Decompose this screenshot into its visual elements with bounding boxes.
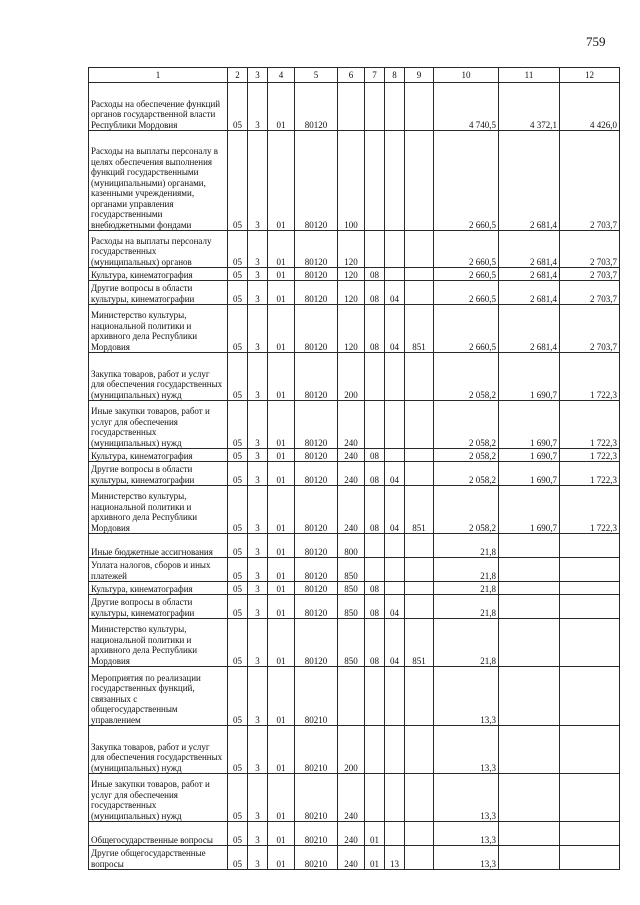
- header-col-2021: 11: [499, 68, 560, 83]
- cell-col-pr: 13: [385, 846, 405, 870]
- header-col-pr: 8: [385, 68, 405, 83]
- cell-col-2021: [499, 667, 560, 726]
- table-row: [89, 83, 620, 131]
- cell-col-om: 01: [268, 305, 295, 353]
- cell-col-vr: 240: [338, 401, 365, 449]
- cell-col-om: 01: [268, 595, 295, 619]
- cell-col-2021: 4 372,1: [499, 83, 560, 131]
- cell-col-2022: [560, 774, 620, 822]
- cell-col-2020: 21,8: [434, 619, 499, 667]
- cell-col-pgp: 3: [248, 822, 268, 846]
- cell-col-2020: 21,8: [434, 582, 499, 595]
- cell-col-name: Общегосударственные вопросы: [89, 822, 228, 846]
- header-col-rz: 7: [365, 68, 385, 83]
- cell-col-2022: [560, 534, 620, 558]
- cell-col-ne: 80120: [295, 268, 338, 281]
- table-row: [89, 774, 620, 822]
- cell-col-ne: 80210: [295, 774, 338, 822]
- cell-col-2021: 2 681,4: [499, 268, 560, 281]
- cell-col-om: 01: [268, 582, 295, 595]
- cell-col-pgp: 3: [248, 726, 268, 774]
- cell-col-pr: [385, 774, 405, 822]
- cell-col-2022: [560, 582, 620, 595]
- cell-col-om: 01: [268, 401, 295, 449]
- cell-col-pr: [385, 449, 405, 462]
- cell-col-pr: [385, 268, 405, 281]
- cell-col-vr: [338, 83, 365, 131]
- cell-col-vr: 200: [338, 353, 365, 401]
- cell-col-gp: 05: [228, 595, 248, 619]
- cell-col-gp: 05: [228, 131, 248, 231]
- cell-col-2021: [499, 726, 560, 774]
- cell-col-2020: 2 660,5: [434, 131, 499, 231]
- cell-col-rz: 08: [365, 582, 385, 595]
- cell-col-2020: 2 660,5: [434, 268, 499, 281]
- cell-col-rz: [365, 353, 385, 401]
- cell-col-2021: 1 690,7: [499, 462, 560, 486]
- cell-col-2021: [499, 595, 560, 619]
- cell-col-2022: 2 703,7: [560, 305, 620, 353]
- cell-col-gp: 05: [228, 726, 248, 774]
- cell-col-2021: 1 690,7: [499, 401, 560, 449]
- cell-col-vr: 240: [338, 486, 365, 534]
- table-row: [89, 667, 620, 726]
- cell-col-2020: 2 058,2: [434, 449, 499, 462]
- cell-col-name: Расходы на выплаты персоналу в целях обеспечения выполнения функций государственными (муниципальными) органами, казенными учреждениями, органами управления государственными внебюджетными фондами: [89, 131, 228, 231]
- cell-col-name: Министерство культуры, национальной политики и архивного дела Республики Мордовия: [89, 305, 228, 353]
- cell-col-2021: [499, 846, 560, 870]
- cell-col-vr: 850: [338, 582, 365, 595]
- cell-col-grbs: [405, 846, 434, 870]
- cell-col-gp: 05: [228, 534, 248, 558]
- cell-col-2020: 2 058,2: [434, 486, 499, 534]
- cell-col-grbs: [405, 462, 434, 486]
- cell-col-2021: 2 681,4: [499, 131, 560, 231]
- cell-col-2022: 1 722,3: [560, 353, 620, 401]
- cell-col-grbs: [405, 231, 434, 268]
- table-row: [89, 619, 620, 667]
- cell-col-ne: 80210: [295, 667, 338, 726]
- header-col-vr: 6: [338, 68, 365, 83]
- cell-col-vr: 240: [338, 462, 365, 486]
- cell-col-pgp: 3: [248, 462, 268, 486]
- table-row: [89, 846, 620, 870]
- cell-col-vr: 120: [338, 231, 365, 268]
- cell-col-2020: 4 740,5: [434, 83, 499, 131]
- cell-col-2020: 21,8: [434, 534, 499, 558]
- cell-col-gp: 05: [228, 401, 248, 449]
- cell-col-rz: [365, 558, 385, 582]
- cell-col-ne: 80120: [295, 462, 338, 486]
- cell-col-gp: 05: [228, 231, 248, 268]
- cell-col-pgp: 3: [248, 667, 268, 726]
- cell-col-pr: [385, 401, 405, 449]
- table-body: [89, 68, 620, 870]
- cell-col-om: 01: [268, 353, 295, 401]
- cell-col-pgp: 3: [248, 353, 268, 401]
- cell-col-grbs: [405, 595, 434, 619]
- cell-col-2022: [560, 619, 620, 667]
- cell-col-om: 01: [268, 726, 295, 774]
- cell-col-rz: 08: [365, 305, 385, 353]
- cell-col-pr: [385, 231, 405, 268]
- cell-col-2022: 2 703,7: [560, 281, 620, 305]
- cell-col-gp: 05: [228, 486, 248, 534]
- cell-col-om: 01: [268, 83, 295, 131]
- cell-col-grbs: [405, 558, 434, 582]
- cell-col-grbs: [405, 281, 434, 305]
- cell-col-pr: [385, 822, 405, 846]
- cell-col-om: 01: [268, 619, 295, 667]
- cell-col-pr: 04: [385, 486, 405, 534]
- cell-col-grbs: [405, 131, 434, 231]
- cell-col-om: 01: [268, 822, 295, 846]
- cell-col-2022: [560, 822, 620, 846]
- cell-col-gp: 05: [228, 281, 248, 305]
- cell-col-gp: 05: [228, 462, 248, 486]
- table-row: [89, 822, 620, 846]
- cell-col-rz: 08: [365, 268, 385, 281]
- cell-col-pr: [385, 667, 405, 726]
- cell-col-2020: 2 058,2: [434, 462, 499, 486]
- cell-col-grbs: [405, 83, 434, 131]
- cell-col-2020: 21,8: [434, 558, 499, 582]
- cell-col-ne: 80120: [295, 131, 338, 231]
- cell-col-2020: 2 660,5: [434, 231, 499, 268]
- header-col-grbs: 9: [405, 68, 434, 83]
- cell-col-name: Культура, кинематография: [89, 268, 228, 281]
- cell-col-2020: 2 058,2: [434, 401, 499, 449]
- cell-col-vr: 850: [338, 595, 365, 619]
- cell-col-rz: 08: [365, 595, 385, 619]
- cell-col-grbs: [405, 449, 434, 462]
- cell-col-2020: 13,3: [434, 726, 499, 774]
- cell-col-2020: 2 660,5: [434, 305, 499, 353]
- cell-col-grbs: [405, 726, 434, 774]
- cell-col-grbs: [405, 774, 434, 822]
- cell-col-2022: [560, 595, 620, 619]
- cell-col-pr: 04: [385, 619, 405, 667]
- cell-col-ne: 80120: [295, 83, 338, 131]
- cell-col-rz: 08: [365, 281, 385, 305]
- cell-col-2020: 13,3: [434, 822, 499, 846]
- cell-col-grbs: [405, 667, 434, 726]
- cell-col-ne: 80120: [295, 231, 338, 268]
- cell-col-pr: 04: [385, 305, 405, 353]
- cell-col-rz: [365, 401, 385, 449]
- cell-col-vr: 850: [338, 619, 365, 667]
- cell-col-2021: 1 690,7: [499, 486, 560, 534]
- header-col-2020: 10: [434, 68, 499, 83]
- cell-col-om: 01: [268, 281, 295, 305]
- cell-col-ne: 80120: [295, 281, 338, 305]
- cell-col-grbs: 851: [405, 486, 434, 534]
- cell-col-2020: 13,3: [434, 667, 499, 726]
- cell-col-om: 01: [268, 534, 295, 558]
- table-row: [89, 726, 620, 774]
- cell-col-ne: 80120: [295, 582, 338, 595]
- cell-col-gp: 05: [228, 449, 248, 462]
- cell-col-gp: 05: [228, 582, 248, 595]
- cell-col-gp: 05: [228, 558, 248, 582]
- cell-col-2022: 4 426,0: [560, 83, 620, 131]
- table-row: [89, 305, 620, 353]
- cell-col-name: Другие вопросы в области культуры, кинематографии: [89, 595, 228, 619]
- cell-col-om: 01: [268, 462, 295, 486]
- cell-col-pgp: 3: [248, 774, 268, 822]
- cell-col-2021: 1 690,7: [499, 449, 560, 462]
- cell-col-rz: [365, 726, 385, 774]
- cell-col-om: 01: [268, 486, 295, 534]
- cell-col-grbs: [405, 582, 434, 595]
- cell-col-pr: [385, 353, 405, 401]
- cell-col-pr: 04: [385, 281, 405, 305]
- cell-col-name: Мероприятия по реализации государственных функций, связанных с общегосударственным управлением: [89, 667, 228, 726]
- cell-col-2022: 1 722,3: [560, 486, 620, 534]
- cell-col-2021: 2 681,4: [499, 231, 560, 268]
- cell-col-pgp: 3: [248, 619, 268, 667]
- cell-col-ne: 80120: [295, 353, 338, 401]
- header-col-om: 4: [268, 68, 295, 83]
- cell-col-pr: 04: [385, 595, 405, 619]
- cell-col-pr: 04: [385, 462, 405, 486]
- cell-col-om: 01: [268, 558, 295, 582]
- table-row: [89, 534, 620, 558]
- cell-col-name: Иные закупки товаров, работ и услуг для обеспечения государственных (муниципальных) нужд: [89, 401, 228, 449]
- cell-col-2022: 1 722,3: [560, 449, 620, 462]
- cell-col-vr: 120: [338, 305, 365, 353]
- cell-col-2022: 2 703,7: [560, 131, 620, 231]
- cell-col-vr: 240: [338, 846, 365, 870]
- cell-col-gp: 05: [228, 353, 248, 401]
- table-row: [89, 268, 620, 281]
- cell-col-rz: 08: [365, 619, 385, 667]
- cell-col-vr: 120: [338, 281, 365, 305]
- cell-col-gp: 05: [228, 822, 248, 846]
- cell-col-rz: [365, 231, 385, 268]
- cell-col-grbs: [405, 268, 434, 281]
- table-row: [89, 558, 620, 582]
- table-row: [89, 486, 620, 534]
- table-row: [89, 401, 620, 449]
- cell-col-2021: 2 681,4: [499, 281, 560, 305]
- cell-col-name: Культура, кинематография: [89, 449, 228, 462]
- cell-col-2021: 2 681,4: [499, 305, 560, 353]
- cell-col-pr: [385, 534, 405, 558]
- cell-col-ne: 80120: [295, 595, 338, 619]
- cell-col-vr: 240: [338, 449, 365, 462]
- cell-col-om: 01: [268, 667, 295, 726]
- cell-col-gp: 05: [228, 83, 248, 131]
- cell-col-name: Расходы на обеспечение функций органов государственной власти Республики Мордовия: [89, 83, 228, 131]
- table-row: [89, 582, 620, 595]
- cell-col-pr: [385, 83, 405, 131]
- cell-col-name: Закупка товаров, работ и услуг для обеспечения государственных (муниципальных) нужд: [89, 353, 228, 401]
- cell-col-vr: 240: [338, 774, 365, 822]
- cell-col-gp: 05: [228, 619, 248, 667]
- header-col-2022: 12: [560, 68, 620, 83]
- cell-col-om: 01: [268, 846, 295, 870]
- cell-col-grbs: 851: [405, 619, 434, 667]
- cell-col-ne: 80120: [295, 401, 338, 449]
- cell-col-vr: 120: [338, 268, 365, 281]
- cell-col-gp: 05: [228, 268, 248, 281]
- cell-col-2021: 1 690,7: [499, 353, 560, 401]
- cell-col-2022: 2 703,7: [560, 268, 620, 281]
- cell-col-pgp: 3: [248, 268, 268, 281]
- cell-col-2022: [560, 846, 620, 870]
- header-col-ne: 5: [295, 68, 338, 83]
- cell-col-2021: [499, 558, 560, 582]
- cell-col-pr: [385, 131, 405, 231]
- cell-col-pgp: 3: [248, 449, 268, 462]
- cell-col-pgp: 3: [248, 595, 268, 619]
- cell-col-ne: 80210: [295, 726, 338, 774]
- cell-col-pgp: 3: [248, 131, 268, 231]
- header-col-name: 1: [89, 68, 228, 83]
- cell-col-2022: [560, 667, 620, 726]
- cell-col-ne: 80210: [295, 822, 338, 846]
- cell-col-name: Другие общегосударственные вопросы: [89, 846, 228, 870]
- cell-col-vr: 100: [338, 131, 365, 231]
- cell-col-gp: 05: [228, 305, 248, 353]
- cell-col-2020: 2 058,2: [434, 353, 499, 401]
- cell-col-rz: 01: [365, 846, 385, 870]
- cell-col-ne: 80120: [295, 619, 338, 667]
- cell-col-pgp: 3: [248, 582, 268, 595]
- cell-col-om: 01: [268, 268, 295, 281]
- cell-col-2020: 2 660,5: [434, 281, 499, 305]
- cell-col-pgp: 3: [248, 83, 268, 131]
- cell-col-2021: [499, 822, 560, 846]
- cell-col-ne: 80120: [295, 449, 338, 462]
- cell-col-ne: 80120: [295, 558, 338, 582]
- cell-col-om: 01: [268, 774, 295, 822]
- cell-col-rz: 08: [365, 486, 385, 534]
- cell-col-gp: 05: [228, 774, 248, 822]
- table-row: [89, 449, 620, 462]
- cell-col-2022: 1 722,3: [560, 401, 620, 449]
- cell-col-pr: [385, 582, 405, 595]
- cell-col-om: 01: [268, 449, 295, 462]
- cell-col-gp: 05: [228, 667, 248, 726]
- cell-col-pgp: 3: [248, 534, 268, 558]
- cell-col-pgp: 3: [248, 558, 268, 582]
- cell-col-rz: [365, 83, 385, 131]
- cell-col-pgp: 3: [248, 486, 268, 534]
- table-row: [89, 281, 620, 305]
- cell-col-rz: [365, 534, 385, 558]
- cell-col-vr: 240: [338, 822, 365, 846]
- cell-col-name: Другие вопросы в области культуры, кинематографии: [89, 462, 228, 486]
- cell-col-pr: [385, 726, 405, 774]
- cell-col-grbs: [405, 534, 434, 558]
- table-row: [89, 231, 620, 268]
- cell-col-pgp: 3: [248, 231, 268, 268]
- cell-col-grbs: [405, 401, 434, 449]
- cell-col-vr: 800: [338, 534, 365, 558]
- cell-col-2020: 13,3: [434, 774, 499, 822]
- cell-col-pgp: 3: [248, 401, 268, 449]
- cell-col-gp: 05: [228, 846, 248, 870]
- cell-col-grbs: [405, 822, 434, 846]
- cell-col-name: Культура, кинематография: [89, 582, 228, 595]
- cell-col-ne: 80210: [295, 846, 338, 870]
- cell-col-vr: 200: [338, 726, 365, 774]
- cell-col-rz: 08: [365, 462, 385, 486]
- cell-col-vr: 850: [338, 558, 365, 582]
- cell-col-name: Закупка товаров, работ и услуг для обеспечения государственных (муниципальных) нужд: [89, 726, 228, 774]
- cell-col-rz: [365, 131, 385, 231]
- cell-col-name: Министерство культуры, национальной политики и архивного дела Республики Мордовия: [89, 619, 228, 667]
- cell-col-om: 01: [268, 231, 295, 268]
- cell-col-2022: [560, 558, 620, 582]
- cell-col-2020: 13,3: [434, 846, 499, 870]
- cell-col-pgp: 3: [248, 281, 268, 305]
- table-row: [89, 595, 620, 619]
- page-number: 759: [586, 34, 606, 49]
- header-col-gp: 2: [228, 68, 248, 83]
- table-row: [89, 462, 620, 486]
- cell-col-rz: 08: [365, 449, 385, 462]
- cell-col-name: Иные бюджетные ассигнования: [89, 534, 228, 558]
- cell-col-name: Расходы на выплаты персоналу государственных (муниципальных) органов: [89, 231, 228, 268]
- cell-col-2021: [499, 582, 560, 595]
- cell-col-rz: [365, 667, 385, 726]
- table-row: [89, 353, 620, 401]
- header-col-pgp: 3: [248, 68, 268, 83]
- cell-col-2021: [499, 619, 560, 667]
- cell-col-rz: 01: [365, 822, 385, 846]
- cell-col-pgp: 3: [248, 846, 268, 870]
- budget-table: [88, 67, 620, 870]
- cell-col-2022: 2 703,7: [560, 231, 620, 268]
- cell-col-name: Иные закупки товаров, работ и услуг для обеспечения государственных (муниципальных) нужд: [89, 774, 228, 822]
- cell-col-2022: [560, 726, 620, 774]
- cell-col-2020: 21,8: [434, 595, 499, 619]
- cell-col-grbs: 851: [405, 305, 434, 353]
- cell-col-name: Министерство культуры, национальной политики и архивного дела Республики Мордовия: [89, 486, 228, 534]
- cell-col-name: Другие вопросы в области культуры, кинематографии: [89, 281, 228, 305]
- cell-col-pr: [385, 558, 405, 582]
- table-row: [89, 131, 620, 231]
- cell-col-ne: 80120: [295, 486, 338, 534]
- cell-col-grbs: [405, 353, 434, 401]
- cell-col-2022: 1 722,3: [560, 462, 620, 486]
- cell-col-om: 01: [268, 131, 295, 231]
- cell-col-2021: [499, 534, 560, 558]
- cell-col-2021: [499, 774, 560, 822]
- header-row: [89, 68, 620, 83]
- cell-col-pgp: 3: [248, 305, 268, 353]
- cell-col-ne: 80120: [295, 534, 338, 558]
- cell-col-ne: 80120: [295, 305, 338, 353]
- cell-col-vr: [338, 667, 365, 726]
- cell-col-rz: [365, 774, 385, 822]
- cell-col-name: Уплата налогов, сборов и иных платежей: [89, 558, 228, 582]
